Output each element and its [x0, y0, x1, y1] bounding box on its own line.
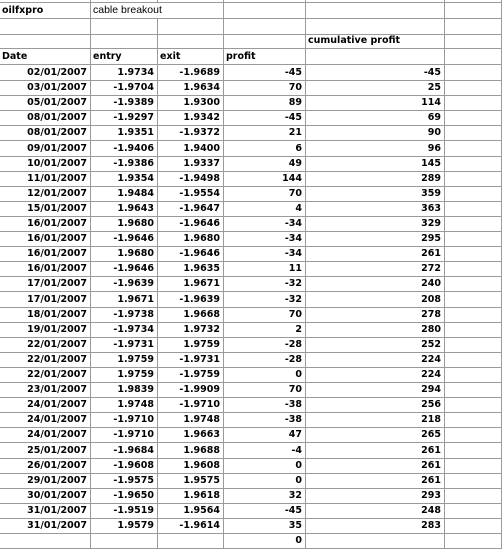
entry-cell[interactable]: -1.9406: [91, 141, 158, 157]
exit-cell[interactable]: -1.9731: [158, 352, 224, 368]
cell[interactable]: [445, 292, 502, 308]
cumulative-cell[interactable]: 256: [306, 397, 445, 413]
cell[interactable]: [91, 33, 158, 49]
cumulative-cell[interactable]: 261: [306, 473, 445, 489]
exit-cell[interactable]: 1.9608: [158, 458, 224, 474]
exit-cell[interactable]: 1.9688: [158, 443, 224, 459]
profit-cell[interactable]: -45: [224, 110, 306, 126]
profit-cell[interactable]: -34: [224, 231, 306, 247]
date-cell[interactable]: 29/01/2007: [0, 473, 91, 489]
date-cell[interactable]: 23/01/2007: [0, 382, 91, 398]
date-cell[interactable]: 22/01/2007: [0, 367, 91, 383]
cell[interactable]: [445, 3, 502, 19]
cumulative-cell[interactable]: 283: [306, 518, 445, 534]
exit-header[interactable]: exit: [158, 49, 224, 65]
table-row: [0, 65, 502, 81]
profit-cell[interactable]: -32: [224, 276, 306, 292]
exit-cell[interactable]: 1.9618: [158, 488, 224, 504]
exit-cell[interactable]: 1.9337: [158, 156, 224, 172]
table-row: [0, 427, 502, 443]
table-row: [0, 352, 502, 368]
cell[interactable]: [445, 216, 502, 232]
cell[interactable]: [224, 33, 306, 49]
cumulative-cell[interactable]: 295: [306, 231, 445, 247]
exit-cell[interactable]: 1.9671: [158, 276, 224, 292]
cell[interactable]: [445, 201, 502, 217]
profit-cell[interactable]: 4: [224, 201, 306, 217]
profit-cell[interactable]: 49: [224, 156, 306, 172]
table-row: [0, 488, 502, 504]
profit-cell[interactable]: 47: [224, 427, 306, 443]
cell[interactable]: [445, 518, 502, 534]
cumulative-profit-header[interactable]: cumulative profit: [306, 33, 445, 49]
table-row: [0, 261, 502, 277]
cumulative-cell[interactable]: 145: [306, 156, 445, 172]
table-row: [0, 80, 502, 96]
table-row: [0, 95, 502, 111]
cumulative-cell[interactable]: 114: [306, 95, 445, 111]
cell[interactable]: [445, 125, 502, 141]
exit-cell[interactable]: 1.9575: [158, 473, 224, 489]
exit-cell[interactable]: 1.9668: [158, 307, 224, 323]
cumulative-cell[interactable]: 224: [306, 367, 445, 383]
profit-cell[interactable]: 6: [224, 141, 306, 157]
entry-cell[interactable]: -1.9684: [91, 443, 158, 459]
profit-header[interactable]: profit: [224, 49, 306, 65]
cell[interactable]: [445, 110, 502, 126]
table-row: [0, 246, 502, 262]
profit-cell[interactable]: 0: [224, 367, 306, 383]
cumulative-cell[interactable]: 252: [306, 337, 445, 353]
profit-cell[interactable]: 2: [224, 322, 306, 338]
exit-cell[interactable]: 1.9732: [158, 322, 224, 338]
cumulative-cell[interactable]: 261: [306, 458, 445, 474]
entry-cell[interactable]: -1.9386: [91, 156, 158, 172]
profit-cell[interactable]: 0: [224, 533, 306, 549]
cell[interactable]: [445, 382, 502, 398]
profit-cell[interactable]: -34: [224, 216, 306, 232]
exit-cell[interactable]: 1.9400: [158, 141, 224, 157]
table-row: [0, 503, 502, 519]
date-cell[interactable]: 17/01/2007: [0, 276, 91, 292]
entry-cell[interactable]: 1.9680: [91, 246, 158, 262]
cell[interactable]: [306, 533, 445, 549]
date-cell[interactable]: 16/01/2007: [0, 231, 91, 247]
cell[interactable]: [91, 533, 158, 549]
cell[interactable]: [445, 231, 502, 247]
sheet-row-cumulative-label: [0, 33, 502, 49]
exit-cell[interactable]: -1.9614: [158, 518, 224, 534]
profit-cell[interactable]: -45: [224, 503, 306, 519]
cell[interactable]: [445, 412, 502, 428]
table-row: [0, 141, 502, 157]
cell[interactable]: [445, 171, 502, 187]
profit-cell[interactable]: 144: [224, 171, 306, 187]
table-row: [0, 292, 502, 308]
date-cell[interactable]: 08/01/2007: [0, 110, 91, 126]
date-cell[interactable]: 08/01/2007: [0, 125, 91, 141]
profit-cell[interactable]: 21: [224, 125, 306, 141]
profit-cell[interactable]: 89: [224, 95, 306, 111]
table-row: [0, 443, 502, 459]
profit-cell[interactable]: -38: [224, 412, 306, 428]
entry-cell[interactable]: -1.9297: [91, 110, 158, 126]
date-cell[interactable]: 12/01/2007: [0, 186, 91, 202]
profit-cell[interactable]: 70: [224, 307, 306, 323]
date-cell[interactable]: 19/01/2007: [0, 322, 91, 338]
profit-cell[interactable]: -32: [224, 292, 306, 308]
date-cell[interactable]: 03/01/2007: [0, 80, 91, 96]
cell[interactable]: [445, 337, 502, 353]
entry-header[interactable]: entry: [91, 49, 158, 65]
profit-cell[interactable]: 0: [224, 458, 306, 474]
cell[interactable]: [445, 246, 502, 262]
exit-cell[interactable]: -1.9689: [158, 65, 224, 81]
entry-cell[interactable]: -1.9575: [91, 473, 158, 489]
table-row: [0, 458, 502, 474]
entry-cell[interactable]: 1.9351: [91, 125, 158, 141]
exit-cell[interactable]: -1.9639: [158, 292, 224, 308]
table-row: [0, 382, 502, 398]
exit-cell[interactable]: 1.9635: [158, 261, 224, 277]
entry-cell[interactable]: 1.9759: [91, 367, 158, 383]
profit-cell[interactable]: 32: [224, 488, 306, 504]
cumulative-cell[interactable]: 280: [306, 322, 445, 338]
cumulative-cell[interactable]: 69: [306, 110, 445, 126]
cell[interactable]: [445, 488, 502, 504]
exit-cell[interactable]: -1.9647: [158, 201, 224, 217]
cumulative-cell[interactable]: 208: [306, 292, 445, 308]
sheet-row-headers: [0, 49, 502, 65]
date-cell[interactable]: 17/01/2007: [0, 292, 91, 308]
exit-cell[interactable]: -1.9498: [158, 171, 224, 187]
table-row: [0, 367, 502, 383]
cumulative-cell[interactable]: 278: [306, 307, 445, 323]
cell[interactable]: [445, 80, 502, 96]
table-row: [0, 216, 502, 232]
cell[interactable]: [224, 3, 306, 19]
cell[interactable]: [0, 533, 91, 549]
cell[interactable]: [445, 443, 502, 459]
cumulative-cell[interactable]: 329: [306, 216, 445, 232]
table-row: [0, 231, 502, 247]
title-cell[interactable]: cable breakout: [91, 3, 224, 19]
profit-cell[interactable]: -28: [224, 337, 306, 353]
entry-cell[interactable]: 1.9643: [91, 201, 158, 217]
entry-cell[interactable]: -1.9519: [91, 503, 158, 519]
entry-cell[interactable]: 1.9671: [91, 292, 158, 308]
exit-cell[interactable]: -1.9372: [158, 125, 224, 141]
cell[interactable]: [445, 322, 502, 338]
cell[interactable]: [445, 503, 502, 519]
date-cell[interactable]: 22/01/2007: [0, 337, 91, 353]
exit-cell[interactable]: 1.9663: [158, 427, 224, 443]
exit-cell[interactable]: 1.9759: [158, 337, 224, 353]
cumulative-cell[interactable]: -45: [306, 65, 445, 81]
table-row: [0, 322, 502, 338]
entry-cell[interactable]: 1.9839: [91, 382, 158, 398]
table-row: [0, 186, 502, 202]
sheet-row-trailing: [0, 533, 502, 549]
cell[interactable]: [445, 261, 502, 277]
exit-cell[interactable]: 1.9564: [158, 503, 224, 519]
cumulative-cell[interactable]: 363: [306, 201, 445, 217]
exit-cell[interactable]: -1.9710: [158, 397, 224, 413]
date-cell[interactable]: 22/01/2007: [0, 352, 91, 368]
cumulative-cell[interactable]: 240: [306, 276, 445, 292]
entry-cell[interactable]: -1.9738: [91, 307, 158, 323]
date-cell[interactable]: 18/01/2007: [0, 307, 91, 323]
table-row: [0, 276, 502, 292]
entry-cell[interactable]: -1.9650: [91, 488, 158, 504]
cumulative-cell[interactable]: 289: [306, 171, 445, 187]
exit-cell[interactable]: 1.9748: [158, 412, 224, 428]
table-row: [0, 412, 502, 428]
cell[interactable]: [445, 95, 502, 111]
cell[interactable]: [158, 533, 224, 549]
cumulative-cell[interactable]: 90: [306, 125, 445, 141]
cumulative-cell[interactable]: 261: [306, 443, 445, 459]
profit-cell[interactable]: -45: [224, 65, 306, 81]
table-row: [0, 201, 502, 217]
exit-cell[interactable]: 1.9680: [158, 231, 224, 247]
profit-cell[interactable]: 70: [224, 186, 306, 202]
date-cell[interactable]: 30/01/2007: [0, 488, 91, 504]
cell[interactable]: [445, 49, 502, 65]
cumulative-cell[interactable]: 272: [306, 261, 445, 277]
cumulative-cell[interactable]: 265: [306, 427, 445, 443]
exit-cell[interactable]: 1.9342: [158, 110, 224, 126]
entry-cell[interactable]: 1.9354: [91, 171, 158, 187]
entry-cell[interactable]: -1.9710: [91, 427, 158, 443]
sheet-row-title: [0, 3, 502, 19]
table-row: [0, 337, 502, 353]
date-cell[interactable]: 02/01/2007: [0, 65, 91, 81]
entry-cell[interactable]: -1.9389: [91, 95, 158, 111]
date-cell[interactable]: 24/01/2007: [0, 397, 91, 413]
entry-cell[interactable]: -1.9608: [91, 458, 158, 474]
entry-cell[interactable]: 1.9759: [91, 352, 158, 368]
date-cell[interactable]: 24/01/2007: [0, 427, 91, 443]
exit-cell[interactable]: -1.9554: [158, 186, 224, 202]
profit-cell[interactable]: -28: [224, 352, 306, 368]
cell[interactable]: [306, 49, 445, 65]
exit-cell[interactable]: 1.9634: [158, 80, 224, 96]
cumulative-cell[interactable]: 261: [306, 246, 445, 262]
exit-cell[interactable]: -1.9646: [158, 216, 224, 232]
table-row: [0, 473, 502, 489]
exit-cell[interactable]: -1.9909: [158, 382, 224, 398]
cell[interactable]: [445, 533, 502, 549]
profit-cell[interactable]: 11: [224, 261, 306, 277]
date-cell[interactable]: 25/01/2007: [0, 443, 91, 459]
cell[interactable]: [445, 397, 502, 413]
entry-cell[interactable]: -1.9646: [91, 231, 158, 247]
date-cell[interactable]: 10/01/2007: [0, 156, 91, 172]
cumulative-cell[interactable]: 218: [306, 412, 445, 428]
entry-cell[interactable]: -1.9704: [91, 80, 158, 96]
cell[interactable]: [445, 458, 502, 474]
profit-cell[interactable]: -34: [224, 246, 306, 262]
profit-cell[interactable]: 35: [224, 518, 306, 534]
entry-cell[interactable]: 1.9734: [91, 65, 158, 81]
cell[interactable]: [445, 276, 502, 292]
entry-cell[interactable]: -1.9731: [91, 337, 158, 353]
cell[interactable]: [445, 307, 502, 323]
entry-cell[interactable]: 1.9484: [91, 186, 158, 202]
exit-cell[interactable]: -1.9646: [158, 246, 224, 262]
exit-cell[interactable]: -1.9759: [158, 367, 224, 383]
table-row: [0, 110, 502, 126]
table-row: [0, 156, 502, 172]
cumulative-cell[interactable]: 294: [306, 382, 445, 398]
entry-cell[interactable]: 1.9748: [91, 397, 158, 413]
entry-cell[interactable]: 1.9680: [91, 216, 158, 232]
name-cell[interactable]: oilfxpro: [0, 3, 91, 19]
profit-cell[interactable]: -38: [224, 397, 306, 413]
date-cell[interactable]: 16/01/2007: [0, 246, 91, 262]
date-cell[interactable]: 11/01/2007: [0, 171, 91, 187]
date-cell[interactable]: 16/01/2007: [0, 216, 91, 232]
cumulative-cell[interactable]: 224: [306, 352, 445, 368]
entry-cell[interactable]: -1.9710: [91, 412, 158, 428]
cell[interactable]: [306, 3, 445, 19]
date-cell[interactable]: 05/01/2007: [0, 95, 91, 111]
cumulative-cell[interactable]: 359: [306, 186, 445, 202]
entry-cell[interactable]: -1.9734: [91, 322, 158, 338]
cell[interactable]: [445, 65, 502, 81]
cell[interactable]: [445, 33, 502, 49]
cell[interactable]: [445, 367, 502, 383]
date-cell[interactable]: 24/01/2007: [0, 412, 91, 428]
cell[interactable]: [0, 33, 91, 49]
table-row: [0, 518, 502, 534]
cell[interactable]: [445, 141, 502, 157]
cell[interactable]: [445, 186, 502, 202]
date-header[interactable]: Date: [0, 49, 91, 65]
cell[interactable]: [445, 427, 502, 443]
table-row: [0, 171, 502, 187]
cell[interactable]: [158, 33, 224, 49]
date-cell[interactable]: 31/01/2007: [0, 503, 91, 519]
date-cell[interactable]: 15/01/2007: [0, 201, 91, 217]
table-row: [0, 397, 502, 413]
profit-cell[interactable]: 70: [224, 80, 306, 96]
entry-cell[interactable]: 1.9579: [91, 518, 158, 534]
cell[interactable]: [445, 473, 502, 489]
entry-cell[interactable]: -1.9639: [91, 276, 158, 292]
cell[interactable]: [445, 352, 502, 368]
date-cell[interactable]: 16/01/2007: [0, 261, 91, 277]
date-cell[interactable]: 31/01/2007: [0, 518, 91, 534]
date-cell[interactable]: 26/01/2007: [0, 458, 91, 474]
cell[interactable]: [445, 156, 502, 172]
profit-cell[interactable]: 0: [224, 473, 306, 489]
cumulative-cell[interactable]: 25: [306, 80, 445, 96]
cumulative-cell[interactable]: 248: [306, 503, 445, 519]
profit-cell[interactable]: -4: [224, 443, 306, 459]
date-cell[interactable]: 09/01/2007: [0, 141, 91, 157]
table-row: [0, 125, 502, 141]
cumulative-cell[interactable]: 293: [306, 488, 445, 504]
cumulative-cell[interactable]: 96: [306, 141, 445, 157]
exit-cell[interactable]: 1.9300: [158, 95, 224, 111]
profit-cell[interactable]: 70: [224, 382, 306, 398]
table-row: [0, 307, 502, 323]
entry-cell[interactable]: -1.9646: [91, 261, 158, 277]
